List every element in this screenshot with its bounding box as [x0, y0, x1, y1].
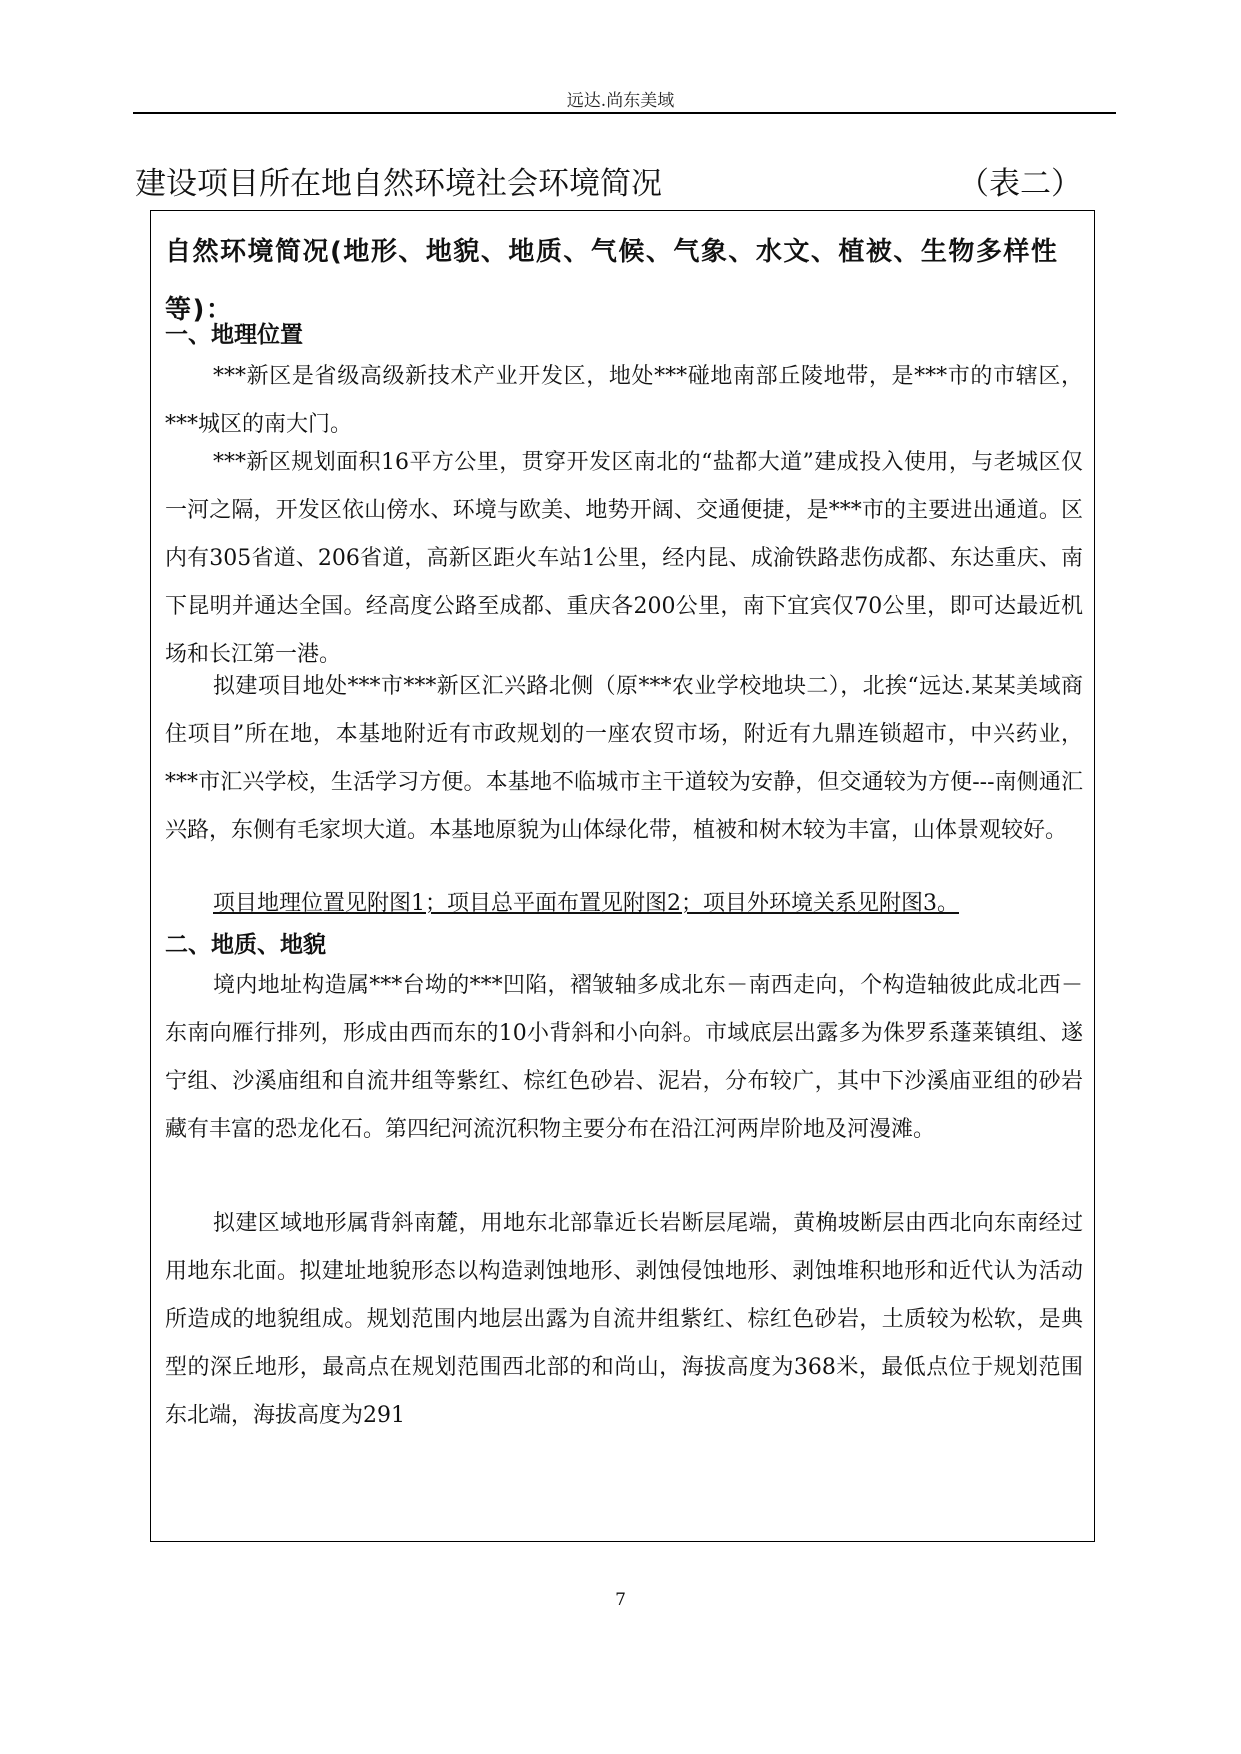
- heading-geographic-location: 一、地理位置: [165, 322, 303, 348]
- heading-geology-landform: 二、地质、地貌: [165, 932, 326, 958]
- figure-reference-note: [165, 880, 1083, 928]
- intro-heading: 自然环境简况(地形、地貌、地质、气候、气象、水文、植被、生物多样性等)：: [165, 237, 1059, 325]
- paragraph: 境内地址构造属***台坳的***凹陷，褶皱轴多成北东－南西走向，个构造轴彼此成北西－东南向雁行排列，形成由西而东的10小背斜和小向斜。市域底层出露多为侏罗系蓬莱镇组、遂宁组、沙溪庙组和自流井组等紫红、棕红色砂岩、泥岩，分布较广，其中下沙溪庙亚组的砂岩藏有丰富的恐龙化石。第四纪河流沉积物主要分布在沿江河两岸阶地及河漫滩。: [165, 973, 1083, 1142]
- paragraph: ***新区是省级高级新技术产业开发区，地处***碰地南部丘陵地带，是***市的市辖区，***城区的南大门。: [165, 364, 1083, 437]
- header-divider: [133, 112, 1116, 114]
- paragraph: 拟建项目地处***市***新区汇兴路北侧（原***农业学校地块二），北挨“远达.某某美域商住项目”所在地，本基地附近有市政规划的一座农贸市场，附近有九鼎连锁超市，中兴药业，***市汇兴学校，生活学习方便。本基地不临城市主干道较为安静，但交通较为方便---南侧通汇兴路，东侧有毛家坝大道。本基地原貌为山体绿化带，植被和树木较为丰富，山体景观较好。: [165, 674, 1083, 843]
- section-title: 建设项目所在地自然环境社会环境简况: [135, 166, 662, 202]
- note-text: 项目地理位置见附图1；项目总平面布置见附图2；项目外环境关系见附图3。: [213, 891, 959, 916]
- page-header: 远达.尚东美域: [566, 91, 675, 111]
- paragraph: 拟建区域地形属背斜南麓，用地东北部靠近长岩断层尾端，黄桷坡断层由西北向东南经过用地东北面。拟建址地貌形态以构造剥蚀地形、剥蚀侵蚀地形、剥蚀堆积地形和近代认为活动所造成的地貌组成。规划范围内地层出露为自流井组紫红、棕红色砂岩，土质较为松软，是典型的深丘地形，最高点在规划范围西北部的和尚山，海拔高度为368米，最低点位于规划范围东北端，海拔高度为291: [165, 1211, 1083, 1428]
- page-number: 7: [615, 1590, 626, 1610]
- paragraph: ***新区规划面积16平方公里，贯穿开发区南北的“盐都大道”建成投入使用，与老城区仅一河之隔，开发区依山傍水、环境与欧美、地势开阔、交通便捷，是***市的主要进出通道。区内有305省道、206省道，高新区距火车站1公里，经内昆、成渝铁路悲伤成都、东达重庆、南下昆明并通达全国。经高度公路至成都、重庆各200公里，南下宜宾仅70公里，即可达最近机场和长江第一港。: [165, 450, 1083, 667]
- table-label: （表二）: [958, 166, 1082, 202]
